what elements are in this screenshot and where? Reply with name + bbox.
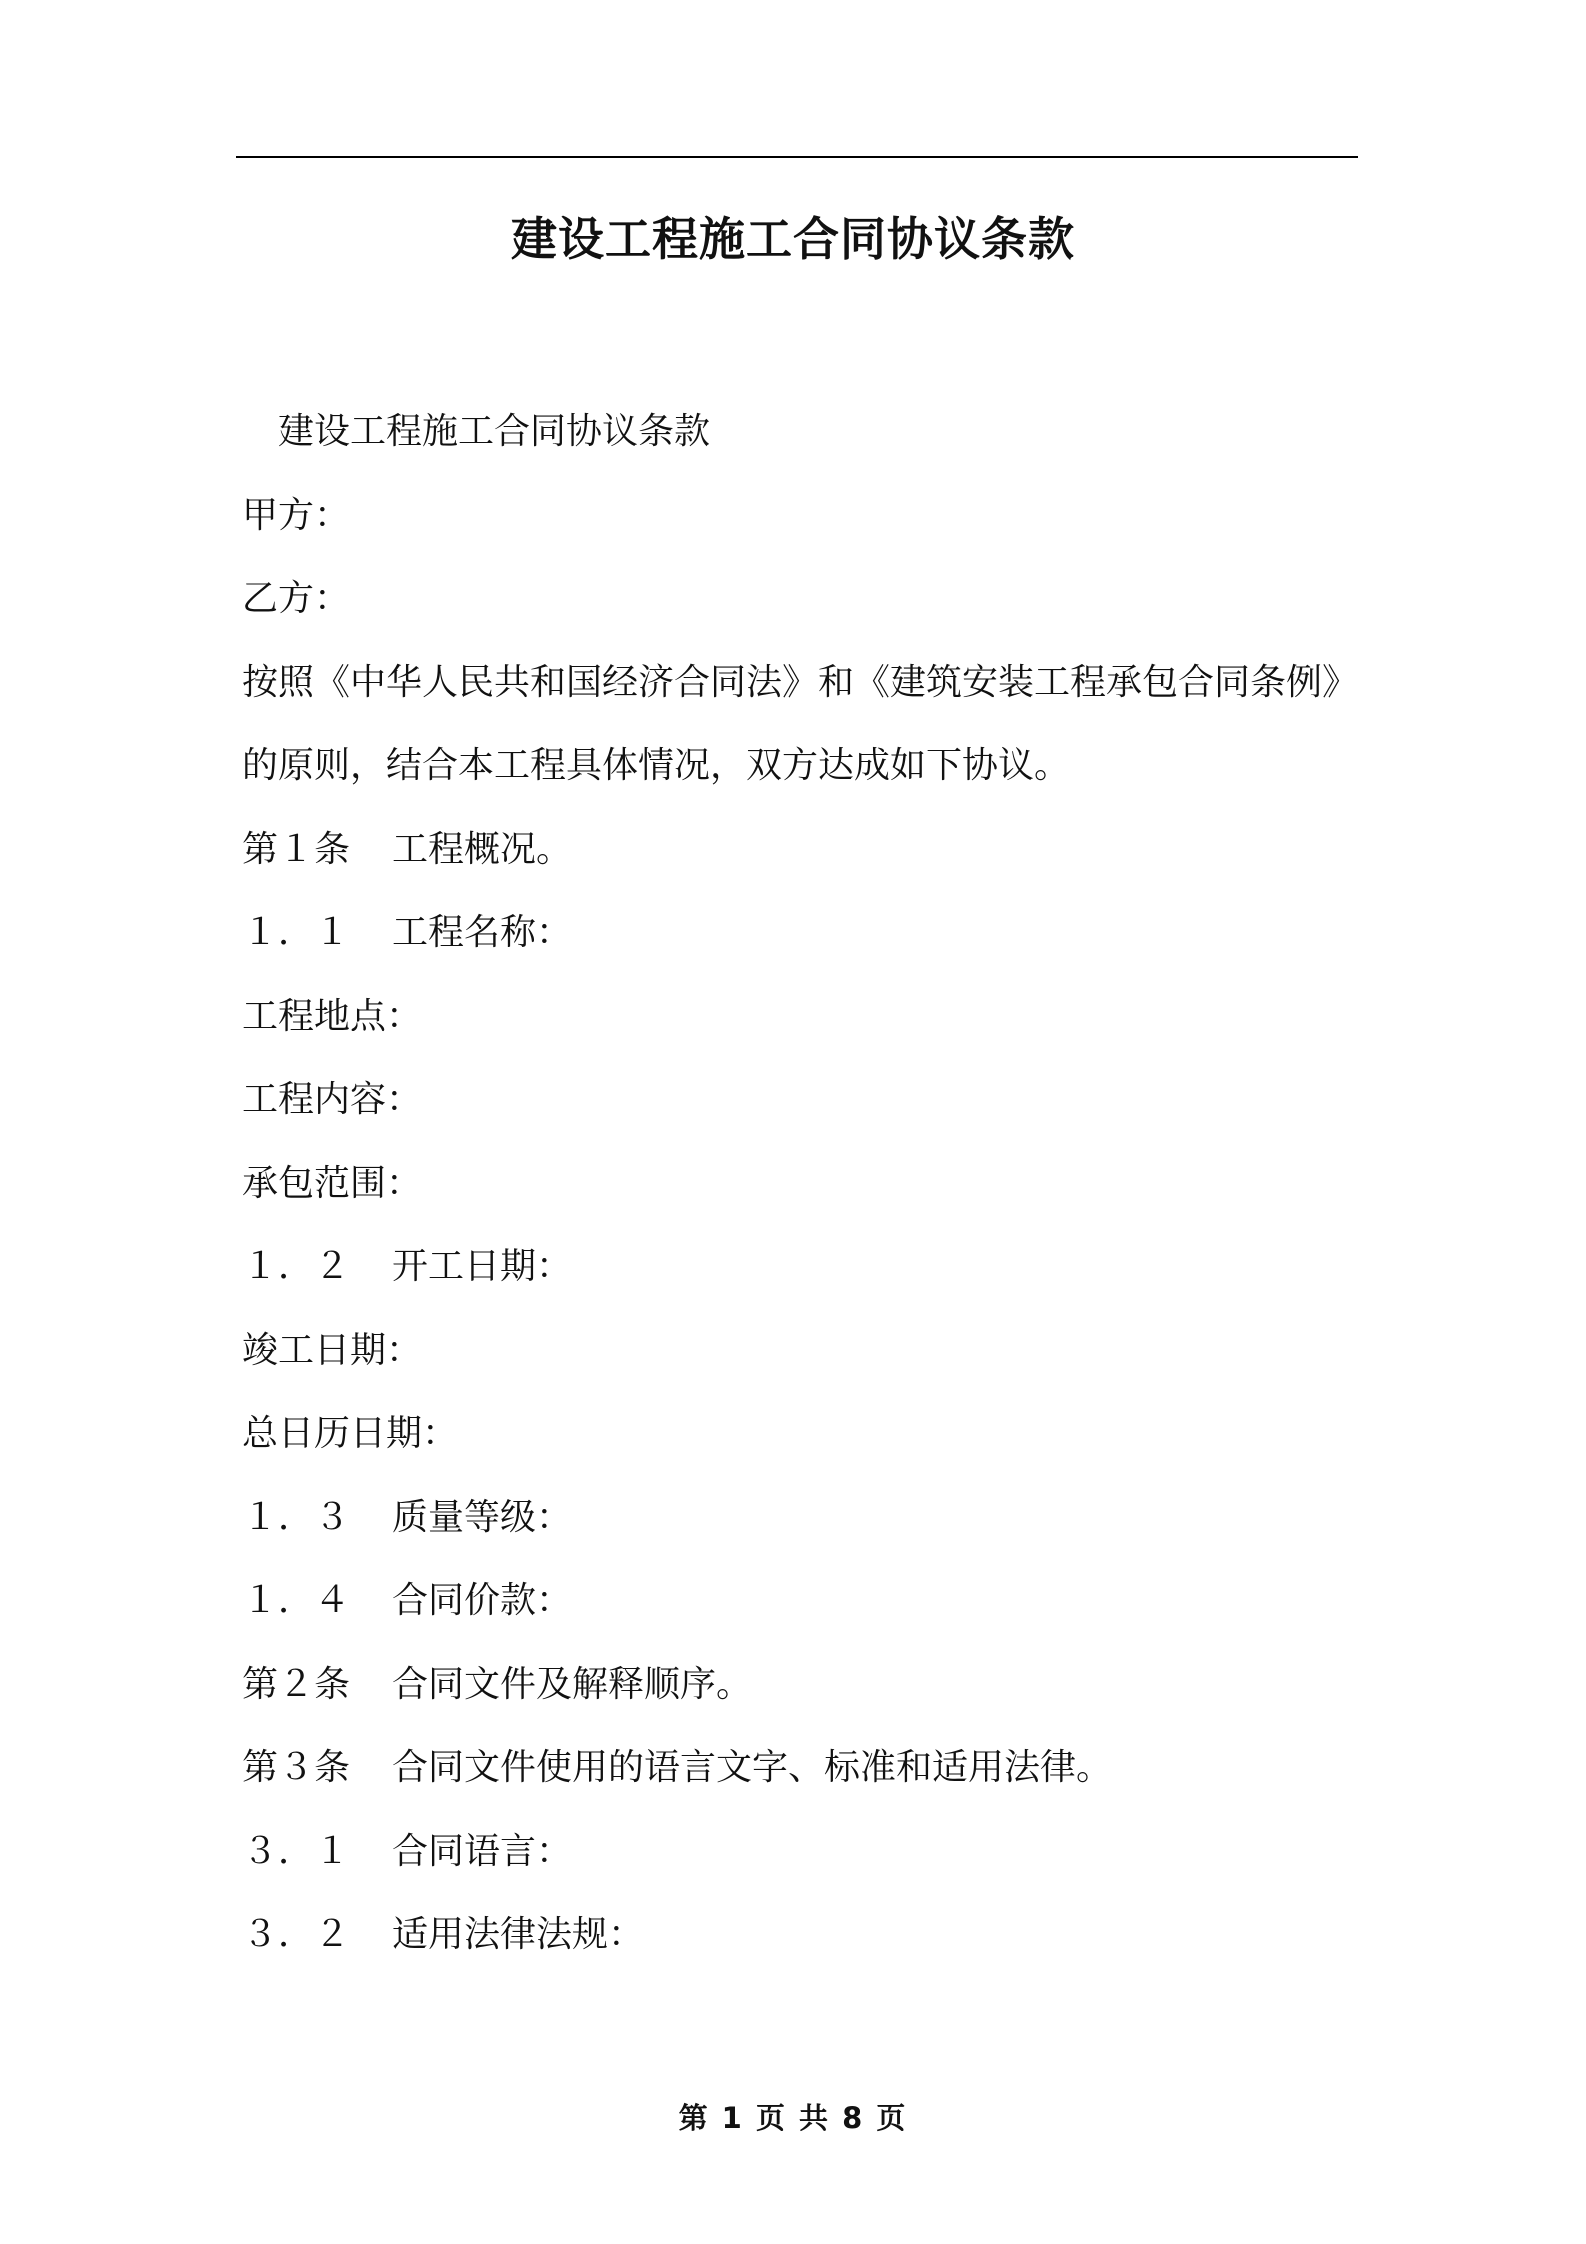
document-title: 建设工程施工合同协议条款 — [511, 212, 1075, 266]
header-rule — [236, 156, 1358, 158]
line-text: 合同文件使用的语言文字、标准和适用法律。 — [392, 1747, 1113, 1788]
clause-number: １．４ — [242, 1580, 351, 1621]
line-text: 乙方： — [242, 578, 351, 619]
clause-3-2 — [242, 1913, 644, 1956]
clause-1-2 — [242, 1245, 572, 1288]
party-a-line — [242, 494, 350, 537]
total-days-line — [242, 1412, 458, 1455]
line-text: 工程内容： — [242, 1079, 423, 1120]
clause-1-1 — [242, 911, 572, 954]
clause-1-4 — [242, 1579, 572, 1622]
project-content-line — [242, 1078, 422, 1121]
line-text: 开工日期： — [392, 1246, 573, 1287]
page-number-footer: 第 1 页 共 8 页 — [678, 2101, 908, 2135]
clause-number: １．１ — [242, 912, 351, 953]
line-text: 适用法律法规： — [392, 1914, 645, 1955]
line-text: 合同文件及解释顺序。 — [392, 1664, 753, 1705]
preamble-line-1 — [242, 661, 1358, 704]
line-text: 竣工日期： — [242, 1330, 423, 1371]
article-3 — [242, 1746, 1112, 1789]
project-location-line — [242, 995, 422, 1038]
line-text: 按照《中华人民共和国经济合同法》和《建筑安装工程承包合同条例》 — [242, 662, 1359, 703]
line-text: 的原则，结合本工程具体情况，双方达成如下协议。 — [242, 745, 1071, 786]
clause-3-1 — [242, 1830, 572, 1873]
line-text: 合同语言： — [392, 1831, 573, 1872]
line-text: 质量等级： — [392, 1497, 573, 1538]
clause-number: ３．１ — [242, 1831, 351, 1872]
line-text: 工程概况。 — [392, 829, 573, 870]
clause-number: ３．２ — [242, 1914, 351, 1955]
completion-date-line — [242, 1329, 422, 1372]
clause-number: 第１条 — [242, 829, 351, 870]
party-b-line — [242, 577, 350, 620]
article-2 — [242, 1663, 752, 1706]
line-text: 建设工程施工合同协议条款 — [278, 411, 711, 452]
line-text: 总日历日期： — [242, 1413, 459, 1454]
clause-1-3 — [242, 1496, 572, 1539]
line-text: 工程名称： — [392, 912, 573, 953]
clause-number: １．３ — [242, 1497, 351, 1538]
clause-number: 第３条 — [242, 1747, 351, 1788]
line-text: 工程地点： — [242, 996, 423, 1037]
line-text: 甲方： — [242, 495, 351, 536]
clause-number: 第２条 — [242, 1664, 351, 1705]
contract-scope-line — [242, 1162, 422, 1205]
line-text: 承包范围： — [242, 1163, 423, 1204]
body-heading — [278, 410, 710, 453]
preamble-line-2 — [242, 744, 1070, 787]
line-text: 合同价款： — [392, 1580, 573, 1621]
article-1 — [242, 828, 572, 871]
clause-number: １．２ — [242, 1246, 351, 1287]
